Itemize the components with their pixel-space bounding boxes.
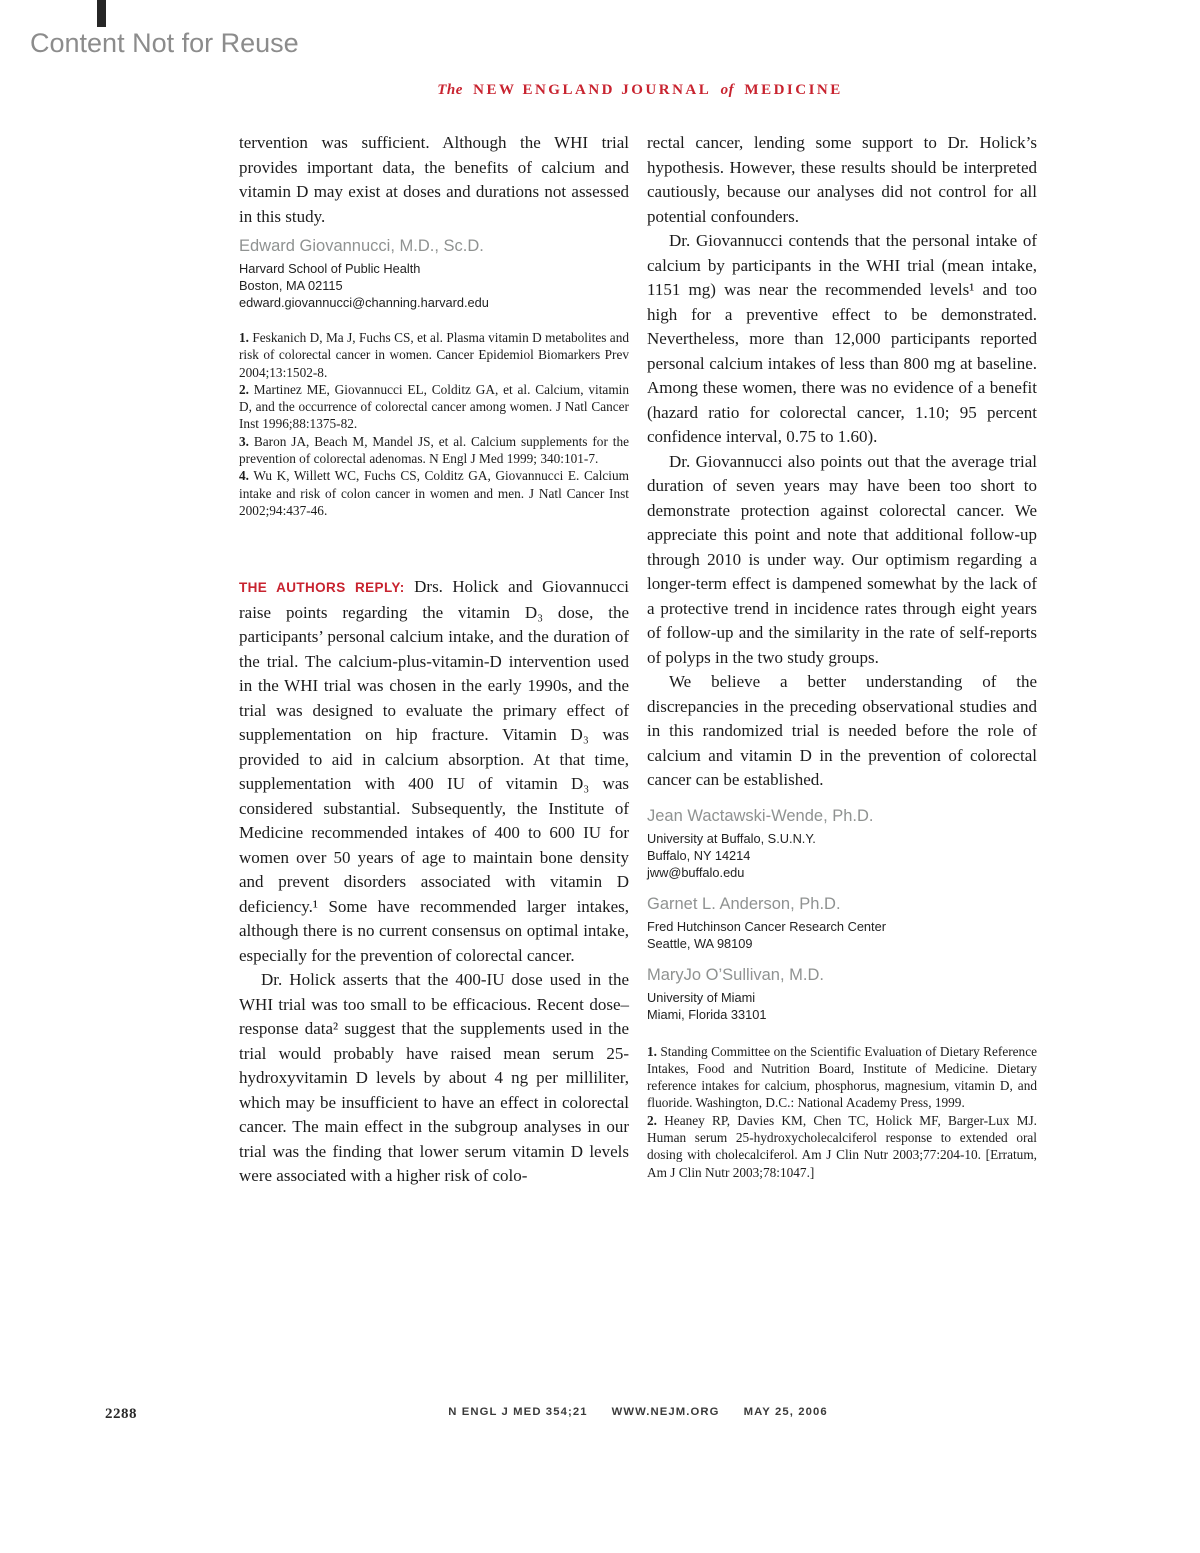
page-edge-mark [97,0,106,27]
authors-reply-section [239,575,629,1189]
journal-masthead [239,82,1037,99]
footer-website: WWW.NEJM.ORG [611,1406,720,1418]
reference-number: 2. [239,381,249,397]
left-column [239,131,629,1189]
reference-text: Heaney RP, Davies KM, Chen TC, Holick MF, Barger-Lux MJ. Human serum 25-hydroxycholecalciferol response to extended oral dosing with cholecalciferol. Am J Clin Nutr 2003;77:204-10. [Erratum, Am J Clin Nutr 2003;78:1047.] [647,1112,1037,1180]
reference-list-right [647,1043,1037,1181]
author-affiliation: Fred Hutchinson Cancer Research Center [647,918,886,934]
watermark-text: Content Not for Reuse [30,28,299,58]
masthead-the: The [437,82,463,98]
reference-item [239,381,629,433]
reference-item [239,329,629,381]
reference-number: 4. [239,468,249,484]
page-footer [0,1406,1200,1422]
paragraph-3: Dr. Giovannucci also points out that the average trial duration of seven years may have been too short to demonstrate protection against colorectal cancer. We appreciate this point and note that additional follow-up through 2010 is under way. Our optimism regarding a longer-term effect is dampened somewhat by the lack of a protective trend in incidence rates through eight years of follow-up and the similarity in the rate of self-reports of polyps in the two study groups. [647,451,1037,667]
author-affiliation: Harvard School of Public Health [239,261,421,276]
footer-journal-citation: N ENGL J MED 354;21 [448,1406,588,1418]
paragraph-1: rectal cancer, lending some support to Dr. Holick’s hypothesis. However, these results should be interpreted cautiously, because our analyses did not control for all potential confounders. [647,133,1037,226]
page-content [239,82,1037,1189]
author-name: MaryJo O’Sullivan, M.D. [647,965,824,984]
author-block-anderson [647,895,1037,952]
author-block-wactawski-wende [647,807,1037,881]
paragraph-2: Dr. Giovannucci contends that the personal intake of calcium by participants in the WHI trial (mean intake, 1151 mg) was near the recommended levels¹ and too high for a preventive effect to be demonstrated. Nevertheless, more than 12,000 participants reported personal calcium intakes of less than 800 mg at baseline. Among these women, there was no evidence of a benefit (hazard ratio for colorectal cancer, 1.10; 95 percent confidence interval, 0.75 to 1.60). [647,231,1037,446]
reference-text: Martinez ME, Giovannucci EL, Colditz GA, et al. Calcium, vitamin D, and the occurrence of colorectal cancer among women. J Natl Cancer Inst 1996;88:1375-82. [239,381,629,432]
continuation-paragraph: tervention was sufficient. Although the WHI trial provides important data, the benefits of calcium and vitamin D may exist at doses and durations not assessed in this study. [239,133,629,226]
footer-date: MAY 25, 2006 [743,1406,828,1418]
footer-page-number: 2288 [105,1406,137,1422]
masthead-title-2: MEDICINE [744,82,843,98]
reference-text: Standing Committee on the Scientific Evaluation of Dietary Reference Intakes, Food and Nutrition Board, Institute of Medicine. Dietary reference intakes for calcium, phosphorus, magnesium, vitamin D, and fluoride. Washington, D.C.: National Academy Press, 1999. [647,1043,1038,1111]
author-affiliation: University at Buffalo, S.U.N.Y. [647,830,816,846]
author-email: edward.giovannucci@channing.harvard.edu [239,295,489,310]
reply-label: THE AUTHORS REPLY: [239,580,405,596]
footer-journal-line [239,1406,1037,1418]
reference-number: 1. [239,330,249,345]
author-block-giovannucci [239,237,629,311]
reference-number: 1. [647,1043,657,1059]
author-name: Edward Giovannucci, M.D., Sc.D. [239,237,484,255]
reference-text: Baron JA, Beach M, Mandel JS, et al. Calcium supplements for the prevention of colorectal adenomas. N Engl J Med 1999; 340:101-7. [239,433,630,467]
author-location: Buffalo, NY 14214 [647,847,751,863]
reference-item [647,1043,1037,1112]
masthead-title-1: NEW ENGLAND JOURNAL [473,82,711,98]
reference-number: 2. [647,1112,657,1128]
reference-number: 3. [239,433,249,449]
reference-item [647,1112,1037,1181]
reply-authors-group [647,807,1037,1023]
author-location: Seattle, WA 98109 [647,935,753,951]
reference-item [239,433,629,468]
author-email: jww@buffalo.edu [647,864,745,880]
author-name: Jean Wactawski-Wende, Ph.D. [647,806,874,825]
reference-text: Feskanich D, Ma J, Fuchs CS, et al. Plasma vitamin D metabolites and risk of colorectal cancer in women. Cancer Epidemiol Biomarkers Prev 2004;13:1502-8. [239,330,630,380]
two-column-layout [239,131,1037,1189]
paragraph-4: We believe a better understanding of the discrepancies in the preceding observational studies and in this randomized trial is needed before the role of calcium and vitamin D in the prevention of colorectal cancer can be established. [647,672,1037,789]
author-location: Miami, Florida 33101 [647,1006,767,1022]
reference-list-left [239,329,629,519]
masthead-of: of [720,82,735,98]
author-name: Garnet L. Anderson, Ph.D. [647,894,841,913]
author-affiliation: University of Miami [647,989,756,1005]
reply-paragraph-1 [239,575,629,968]
author-block-osullivan [647,966,1037,1023]
right-column [647,131,1037,1181]
reference-item [239,467,629,519]
reference-text: Wu K, Willett WC, Fuchs CS, Colditz GA, Giovannucci E. Calcium intake and risk of colon cancer in women and men. J Natl Cancer Inst 2002;94:437-46. [239,468,629,518]
author-location: Boston, MA 02115 [239,278,343,293]
reply-paragraph-1-text: Drs. Holick and Giovannucci raise points regarding the vitamin D₃ dose, the participants’ personal calcium intake, and the duration of the trial. The calcium-plus-vitamin-D intervention used in the WHI trial was chosen in the early 1990s, and the trial was designed to evaluate the primary effect of supplementation on hip fracture. Vitamin D₃ was provided to aid in calcium absorption. At that time, supplementation with 400 IU of vitamin D₃ was considered substantial. Subsequently, the Institute of Medicine recommended intakes of 400 to 600 IU for women over 50 years of age to maintain bone density and prevent disorders associated with vitamin D deficiency.¹ Some have recommended larger intakes, although there is no current consensus on optimal intake, especially for the prevention of colorectal cancer. [239,577,630,965]
reply-paragraph-2: Dr. Holick asserts that the 400-IU dose used in the WHI trial was too small to be efficacious. Recent dose–response data² suggest that the supplements used in the trial would probably have raised mean serum 25-hydroxyvitamin D levels by about 4 ng per milliliter, which may be insufficient to have an effect in colorectal cancer. The main effect in the subgroup analyses in our trial was the finding that lower serum vitamin D levels were associated with a higher risk of colo- [239,970,629,1186]
